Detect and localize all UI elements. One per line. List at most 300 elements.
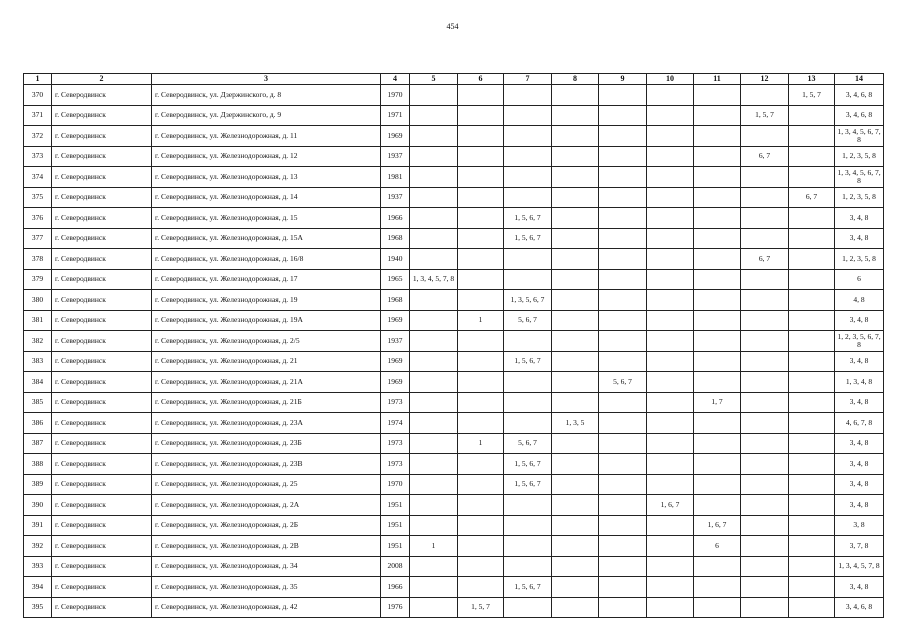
table-cell — [599, 187, 647, 208]
table-cell: 1, 2, 3, 5, 8 — [835, 187, 884, 208]
column-header: 3 — [152, 74, 381, 85]
table-cell — [647, 269, 694, 290]
table-cell — [504, 536, 552, 557]
table-cell: 1, 3, 4, 8 — [835, 372, 884, 393]
table-cell — [789, 433, 835, 454]
table-cell — [599, 85, 647, 106]
table-row — [24, 474, 884, 495]
table-cell: 375 — [24, 187, 52, 208]
table-cell: г. Северодвинск, ул. Железнодорожная, д. 14 — [152, 187, 381, 208]
table-cell — [410, 454, 458, 475]
table-cell — [694, 228, 741, 249]
table-cell — [789, 269, 835, 290]
table-cell: 6, 7 — [789, 187, 835, 208]
table-cell: 1, 2, 3, 5, 8 — [835, 146, 884, 167]
table-cell — [741, 269, 789, 290]
table-cell — [552, 597, 599, 618]
table-cell: 1969 — [381, 372, 410, 393]
table-cell: 392 — [24, 536, 52, 557]
table-cell — [694, 85, 741, 106]
table-cell — [552, 126, 599, 147]
table-cell: 371 — [24, 105, 52, 126]
column-header: 2 — [52, 74, 152, 85]
table-cell: г. Северодвинск — [52, 331, 152, 352]
table-cell — [410, 105, 458, 126]
table-cell — [552, 433, 599, 454]
table-cell: 1970 — [381, 474, 410, 495]
table-cell: г. Северодвинск — [52, 269, 152, 290]
table-cell — [504, 597, 552, 618]
table-cell — [647, 249, 694, 270]
table-cell: 6 — [835, 269, 884, 290]
table-cell — [647, 146, 694, 167]
table-cell: г. Северодвинск, ул. Железнодорожная, д. 21А — [152, 372, 381, 393]
table-cell — [694, 454, 741, 475]
table-cell: 370 — [24, 85, 52, 106]
table-cell — [741, 392, 789, 413]
table-cell: г. Северодвинск — [52, 105, 152, 126]
table-cell — [694, 433, 741, 454]
table-cell: г. Северодвинск, ул. Дзержинского, д. 9 — [152, 105, 381, 126]
table-cell — [694, 474, 741, 495]
table-cell: 1, 5, 7 — [458, 597, 504, 618]
table-cell — [647, 310, 694, 331]
table-row — [24, 290, 884, 311]
table-cell — [647, 413, 694, 434]
table-cell — [647, 187, 694, 208]
table-cell — [647, 515, 694, 536]
table-cell: 1970 — [381, 85, 410, 106]
table-cell: 1, 3, 5, 6, 7 — [504, 290, 552, 311]
table-cell — [694, 105, 741, 126]
table-cell: 5, 6, 7 — [599, 372, 647, 393]
table-cell — [410, 392, 458, 413]
table-cell — [552, 310, 599, 331]
table-row — [24, 187, 884, 208]
table-cell — [410, 495, 458, 516]
table-cell — [458, 187, 504, 208]
table-cell — [599, 167, 647, 188]
table-cell — [410, 474, 458, 495]
table-cell: 3, 4, 8 — [835, 433, 884, 454]
table-cell — [504, 105, 552, 126]
table-cell — [789, 474, 835, 495]
table-cell — [552, 228, 599, 249]
table-cell — [504, 167, 552, 188]
table-cell: г. Северодвинск — [52, 433, 152, 454]
table-cell — [458, 105, 504, 126]
table-cell — [694, 269, 741, 290]
table-cell: г. Северодвинск — [52, 146, 152, 167]
table-cell: г. Северодвинск, ул. Железнодорожная, д. 11 — [152, 126, 381, 147]
table-cell: 3, 4, 8 — [835, 495, 884, 516]
table-cell: г. Северодвинск, ул. Железнодорожная, д. 12 — [152, 146, 381, 167]
table-cell — [741, 556, 789, 577]
table-cell — [504, 392, 552, 413]
table-cell: 1, 5, 6, 7 — [504, 208, 552, 229]
table-cell: 1, 5, 6, 7 — [504, 454, 552, 475]
table-cell — [647, 351, 694, 372]
table-cell — [552, 85, 599, 106]
table-cell — [789, 536, 835, 557]
table-cell: г. Северодвинск, ул. Железнодорожная, д. 34 — [152, 556, 381, 577]
table-cell: 390 — [24, 495, 52, 516]
table-cell: 4, 8 — [835, 290, 884, 311]
table-cell: 1971 — [381, 105, 410, 126]
table-cell: 1968 — [381, 290, 410, 311]
table-cell — [410, 577, 458, 598]
table-cell — [599, 413, 647, 434]
table-cell: г. Северодвинск — [52, 515, 152, 536]
table-cell: 1 — [458, 310, 504, 331]
table-cell — [458, 351, 504, 372]
table-cell — [599, 269, 647, 290]
table-cell — [647, 433, 694, 454]
table-cell: г. Северодвинск, ул. Железнодорожная, д. 2Б — [152, 515, 381, 536]
column-header: 6 — [458, 74, 504, 85]
table-cell — [552, 474, 599, 495]
table-cell — [410, 228, 458, 249]
table-cell — [694, 597, 741, 618]
table-cell: 1, 3, 5 — [552, 413, 599, 434]
table-cell — [599, 351, 647, 372]
table-cell — [694, 495, 741, 516]
table-cell: г. Северодвинск, ул. Железнодорожная, д. 19А — [152, 310, 381, 331]
table-cell: 382 — [24, 331, 52, 352]
table-cell: г. Северодвинск, ул. Железнодорожная, д. 15 — [152, 208, 381, 229]
table-cell — [410, 85, 458, 106]
housing-table — [23, 73, 884, 618]
column-header: 12 — [741, 74, 789, 85]
table-cell — [741, 290, 789, 311]
table-cell — [458, 249, 504, 270]
table-cell — [552, 515, 599, 536]
table-cell: 379 — [24, 269, 52, 290]
table-row — [24, 146, 884, 167]
table-cell: 1951 — [381, 495, 410, 516]
table-cell — [504, 187, 552, 208]
table-cell — [552, 351, 599, 372]
table-cell: 3, 4, 6, 8 — [835, 105, 884, 126]
table-cell — [741, 187, 789, 208]
table-cell — [552, 249, 599, 270]
table-cell — [741, 474, 789, 495]
table-cell — [599, 577, 647, 598]
table-row — [24, 228, 884, 249]
table-cell — [410, 167, 458, 188]
table-cell — [741, 372, 789, 393]
header-row — [24, 74, 884, 85]
table-cell — [552, 331, 599, 352]
table-cell — [647, 290, 694, 311]
table-cell — [458, 413, 504, 434]
table-cell — [599, 536, 647, 557]
table-cell — [458, 474, 504, 495]
table-row — [24, 515, 884, 536]
table-cell — [647, 228, 694, 249]
table-cell — [504, 249, 552, 270]
table-cell: 1, 5, 6, 7 — [504, 474, 552, 495]
table-cell — [410, 290, 458, 311]
table-cell — [458, 126, 504, 147]
table-cell — [504, 331, 552, 352]
table-cell — [694, 208, 741, 229]
table-cell: 3, 4, 8 — [835, 351, 884, 372]
table-cell: 385 — [24, 392, 52, 413]
table-cell — [694, 187, 741, 208]
table-cell — [789, 126, 835, 147]
table-cell — [647, 454, 694, 475]
table-cell — [599, 126, 647, 147]
table-cell: г. Северодвинск, ул. Железнодорожная, д. 21 — [152, 351, 381, 372]
table-cell: г. Северодвинск — [52, 290, 152, 311]
table-cell — [647, 85, 694, 106]
table-cell — [410, 413, 458, 434]
table-cell — [741, 85, 789, 106]
table-cell: 1969 — [381, 126, 410, 147]
table-cell: 373 — [24, 146, 52, 167]
table-cell — [789, 413, 835, 434]
table-cell — [504, 269, 552, 290]
table-cell: 4, 6, 7, 8 — [835, 413, 884, 434]
table-cell — [410, 208, 458, 229]
table-cell: г. Северодвинск, ул. Железнодорожная, д. 23Б — [152, 433, 381, 454]
table-cell: 384 — [24, 372, 52, 393]
table-cell: 1973 — [381, 433, 410, 454]
column-header: 10 — [647, 74, 694, 85]
table-cell — [599, 249, 647, 270]
table-row — [24, 249, 884, 270]
table-cell: 6 — [694, 536, 741, 557]
table-cell: 3, 4, 8 — [835, 474, 884, 495]
table-cell — [599, 208, 647, 229]
table-cell — [458, 331, 504, 352]
column-header: 14 — [835, 74, 884, 85]
table-cell — [741, 413, 789, 434]
table-cell: г. Северодвинск — [52, 577, 152, 598]
table-cell: г. Северодвинск — [52, 310, 152, 331]
table-cell: 372 — [24, 126, 52, 147]
table-cell: 1, 5, 7 — [741, 105, 789, 126]
table-cell — [410, 310, 458, 331]
table-cell — [789, 577, 835, 598]
table-cell — [599, 597, 647, 618]
table-cell: 1, 3, 4, 5, 6, 7, 8 — [835, 167, 884, 188]
table-cell — [552, 269, 599, 290]
table-cell: 395 — [24, 597, 52, 618]
table-cell — [741, 433, 789, 454]
table-cell — [647, 597, 694, 618]
table-cell — [552, 372, 599, 393]
table-cell — [599, 392, 647, 413]
table-cell: г. Северодвинск — [52, 187, 152, 208]
table-cell: 1 — [410, 536, 458, 557]
table-cell: 1, 2, 3, 5, 6, 7, 8 — [835, 331, 884, 352]
table-cell: 3, 4, 8 — [835, 310, 884, 331]
table-row — [24, 597, 884, 618]
table-cell — [789, 515, 835, 536]
table-cell: г. Северодвинск — [52, 392, 152, 413]
table-cell — [647, 105, 694, 126]
table-cell: 3, 4, 8 — [835, 577, 884, 598]
table-cell — [458, 515, 504, 536]
table-cell — [647, 208, 694, 229]
table-cell — [458, 269, 504, 290]
table-row — [24, 413, 884, 434]
table-cell — [552, 454, 599, 475]
table-cell — [741, 495, 789, 516]
table-cell: г. Северодвинск, ул. Железнодорожная, д. 42 — [152, 597, 381, 618]
table-row — [24, 495, 884, 516]
table-cell: г. Северодвинск — [52, 228, 152, 249]
table-cell — [552, 290, 599, 311]
table-cell: г. Северодвинск, ул. Железнодорожная, д. 17 — [152, 269, 381, 290]
table-cell — [599, 556, 647, 577]
column-header: 1 — [24, 74, 52, 85]
table-cell — [741, 208, 789, 229]
table-cell: г. Северодвинск — [52, 495, 152, 516]
table-cell — [458, 556, 504, 577]
table-row — [24, 433, 884, 454]
table-cell — [789, 290, 835, 311]
table-cell — [789, 228, 835, 249]
table-row — [24, 454, 884, 475]
table-cell — [741, 310, 789, 331]
table-cell: 5, 6, 7 — [504, 433, 552, 454]
table-cell: 1951 — [381, 515, 410, 536]
table-cell — [647, 392, 694, 413]
table-cell — [599, 495, 647, 516]
table-cell — [458, 372, 504, 393]
table-cell: 3, 4, 8 — [835, 228, 884, 249]
table-cell: 391 — [24, 515, 52, 536]
table-cell — [694, 577, 741, 598]
table-cell: 1, 3, 4, 5, 7, 8 — [410, 269, 458, 290]
table-cell: 374 — [24, 167, 52, 188]
table-cell — [789, 105, 835, 126]
table-cell — [552, 146, 599, 167]
table-cell: г. Северодвинск, ул. Железнодорожная, д. 19 — [152, 290, 381, 311]
table-cell: 1969 — [381, 351, 410, 372]
table-cell: 6, 7 — [741, 249, 789, 270]
table-cell — [458, 146, 504, 167]
table-cell: 386 — [24, 413, 52, 434]
table-cell — [789, 310, 835, 331]
table-cell — [647, 331, 694, 352]
table-cell — [504, 85, 552, 106]
table-row — [24, 351, 884, 372]
table-cell — [647, 372, 694, 393]
table-cell — [504, 372, 552, 393]
table-cell: 5, 6, 7 — [504, 310, 552, 331]
table-cell: 1, 5, 7 — [789, 85, 835, 106]
table-cell: г. Северодвинск — [52, 372, 152, 393]
table-cell — [458, 577, 504, 598]
table-cell — [410, 372, 458, 393]
table-cell — [458, 392, 504, 413]
table-cell — [504, 515, 552, 536]
table-cell — [599, 105, 647, 126]
table-cell: 1951 — [381, 536, 410, 557]
table-cell — [410, 556, 458, 577]
table-cell: г. Северодвинск — [52, 85, 152, 106]
table-cell: г. Северодвинск, ул. Железнодорожная, д. 2В — [152, 536, 381, 557]
table-cell: 394 — [24, 577, 52, 598]
table-cell: г. Северодвинск, ул. Железнодорожная, д. 23А — [152, 413, 381, 434]
table-cell — [552, 495, 599, 516]
column-header: 13 — [789, 74, 835, 85]
table-cell — [741, 536, 789, 557]
table-cell — [599, 146, 647, 167]
table-cell — [741, 228, 789, 249]
table-row — [24, 331, 884, 352]
table-cell — [458, 85, 504, 106]
table-cell: 389 — [24, 474, 52, 495]
table-cell: г. Северодвинск — [52, 167, 152, 188]
table-cell — [647, 167, 694, 188]
table-cell — [458, 290, 504, 311]
table-cell — [789, 495, 835, 516]
table-row — [24, 208, 884, 229]
table-cell — [647, 556, 694, 577]
table-cell: 1969 — [381, 310, 410, 331]
table-row — [24, 556, 884, 577]
table-cell — [552, 187, 599, 208]
table-cell: 383 — [24, 351, 52, 372]
table-cell: 1, 5, 6, 7 — [504, 228, 552, 249]
table-cell — [504, 126, 552, 147]
table-row — [24, 85, 884, 106]
table-cell — [458, 495, 504, 516]
table-cell — [741, 597, 789, 618]
table-cell: г. Северодвинск, ул. Железнодорожная, д. 2/5 — [152, 331, 381, 352]
table-cell — [741, 515, 789, 536]
table-cell: г. Северодвинск, ул. Железнодорожная, д. 21Б — [152, 392, 381, 413]
table-cell: 1, 5, 6, 7 — [504, 577, 552, 598]
column-header: 9 — [599, 74, 647, 85]
table-cell — [789, 167, 835, 188]
table-cell: 376 — [24, 208, 52, 229]
table-cell — [647, 536, 694, 557]
table-row — [24, 536, 884, 557]
table-cell — [741, 351, 789, 372]
column-header: 8 — [552, 74, 599, 85]
table-cell: 6, 7 — [741, 146, 789, 167]
table-cell: г. Северодвинск — [52, 597, 152, 618]
table-cell — [741, 577, 789, 598]
table-cell: 1976 — [381, 597, 410, 618]
table-cell: 1, 3, 4, 5, 7, 8 — [835, 556, 884, 577]
table-row — [24, 372, 884, 393]
table-cell: 3, 4, 8 — [835, 454, 884, 475]
table-cell: г. Северодвинск, ул. Железнодорожная, д. 25 — [152, 474, 381, 495]
column-header: 4 — [381, 74, 410, 85]
table-cell — [741, 331, 789, 352]
table-cell: г. Северодвинск — [52, 454, 152, 475]
table-cell: г. Северодвинск — [52, 249, 152, 270]
table-cell — [647, 577, 694, 598]
column-header: 7 — [504, 74, 552, 85]
table-cell: 1, 6, 7 — [694, 515, 741, 536]
table-cell: 1965 — [381, 269, 410, 290]
table-cell: 2008 — [381, 556, 410, 577]
table-cell — [694, 331, 741, 352]
table-cell: 3, 7, 8 — [835, 536, 884, 557]
table-cell — [599, 310, 647, 331]
table-cell: 1 — [458, 433, 504, 454]
table-cell: 3, 8 — [835, 515, 884, 536]
table-cell — [647, 126, 694, 147]
